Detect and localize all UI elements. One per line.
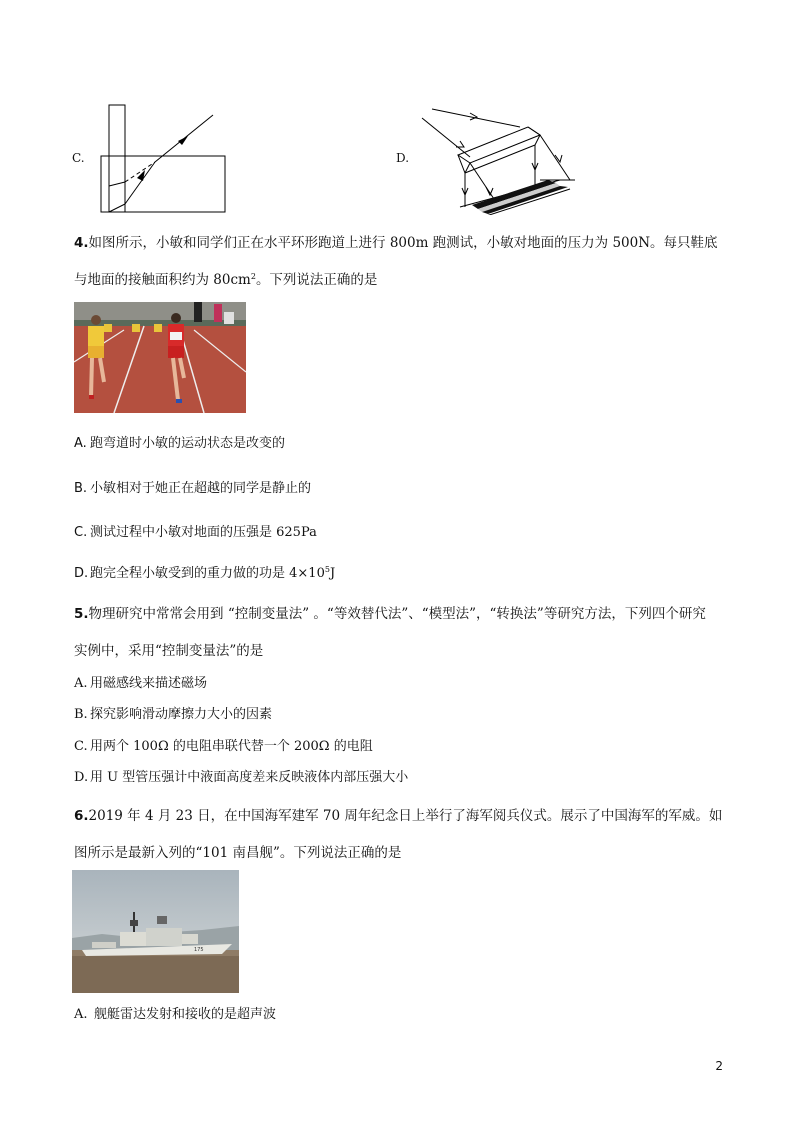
option-label: A.: [74, 436, 87, 451]
option-label: A.: [74, 676, 88, 691]
question-4-number: 4.: [74, 235, 89, 251]
option-text: 用磁感线来描述磁场: [90, 676, 208, 691]
q5-option-c[interactable]: [74, 739, 373, 755]
warship-photo: [72, 870, 239, 993]
question-5-line-1: [74, 606, 706, 622]
q4-option-a[interactable]: [74, 436, 285, 452]
svg-text:175: 175: [194, 947, 204, 953]
option-label: C.: [74, 525, 88, 540]
question-4-line-2: [74, 272, 377, 288]
q4-option-d[interactable]: [74, 566, 335, 582]
option-text: 跑完全程小敏受到的重力做的功是 4×10: [90, 566, 325, 581]
option-c-label: C.: [72, 151, 85, 165]
page-number: 2: [715, 1059, 723, 1073]
option-text-unit: J: [329, 566, 336, 581]
question-4-stem-3: 。下列说法正确的是: [255, 272, 378, 288]
option-d-label: D.: [396, 151, 410, 165]
question-6-line-1: [74, 808, 722, 824]
q4-option-b[interactable]: [74, 481, 311, 497]
option-text: 用 U 型管压强计中液面高度差来反映液体内部压强大小: [90, 770, 409, 785]
runners-on-track-photo: [74, 302, 246, 413]
option-text: 小敏相对于她正在超越的同学是静止的: [90, 481, 312, 496]
question-6-number: 6.: [74, 808, 89, 824]
option-label: D.: [74, 770, 89, 785]
question-5-stem-2: 实例中，采用“控制变量法”的是: [74, 643, 264, 659]
refraction-diagram: [95, 100, 235, 220]
option-text: 探究影响滑动摩擦力大小的因素: [90, 707, 273, 722]
reflection-diagram: [420, 105, 580, 215]
question-6-line-2: [74, 845, 401, 861]
q5-option-a[interactable]: [74, 676, 207, 692]
superscript: 2: [250, 272, 256, 281]
q6-option-a[interactable]: [74, 1003, 276, 1022]
option-text: 测试过程中小敏对地面的压强是 625Pa: [90, 525, 317, 540]
option-label: C.: [74, 739, 88, 754]
option-label: B.: [74, 481, 88, 496]
question-5-stem-1: 物理研究中常常会用到 “控制变量法” 。“等效替代法”、“模型法”，“转换法”等研究方法，下列四个研究: [88, 606, 706, 622]
question-4-stem-1: 如图所示，小敏和同学们正在水平环形跑道上进行 800m 跑测试，小敏对地面的压力为 500N。每只鞋底: [88, 235, 718, 251]
option-label: A.: [74, 1007, 88, 1022]
q4-option-c[interactable]: [74, 525, 317, 541]
question-6-stem-2: 图所示是最新入列的“101 南昌舰”。下列说法正确的是: [74, 845, 402, 861]
q5-option-d[interactable]: [74, 770, 408, 786]
q5-option-b[interactable]: [74, 707, 272, 723]
option-text: 跑弯道时小敏的运动状态是改变的: [90, 436, 286, 451]
question-5-number: 5.: [74, 606, 89, 622]
question-4-stem-2: 与地面的接触面积约为 80cm: [74, 272, 251, 288]
option-label: B.: [74, 707, 88, 722]
option-text: 用两个 100Ω 的电阻串联代替一个 200Ω 的电阻: [90, 739, 373, 754]
superscript: 5: [324, 565, 330, 574]
question-6-stem-1: 2019 年 4 月 23 日，在中国海军建军 70 周年纪念日上举行了海军阅兵仪式。展示了中国海军的军威。如: [88, 808, 723, 824]
option-text: 舰艇雷达发射和接收的是超声波: [94, 1007, 277, 1022]
option-label: D.: [74, 566, 89, 581]
question-4-line-1: [74, 235, 718, 251]
question-5-line-2: [74, 643, 263, 659]
